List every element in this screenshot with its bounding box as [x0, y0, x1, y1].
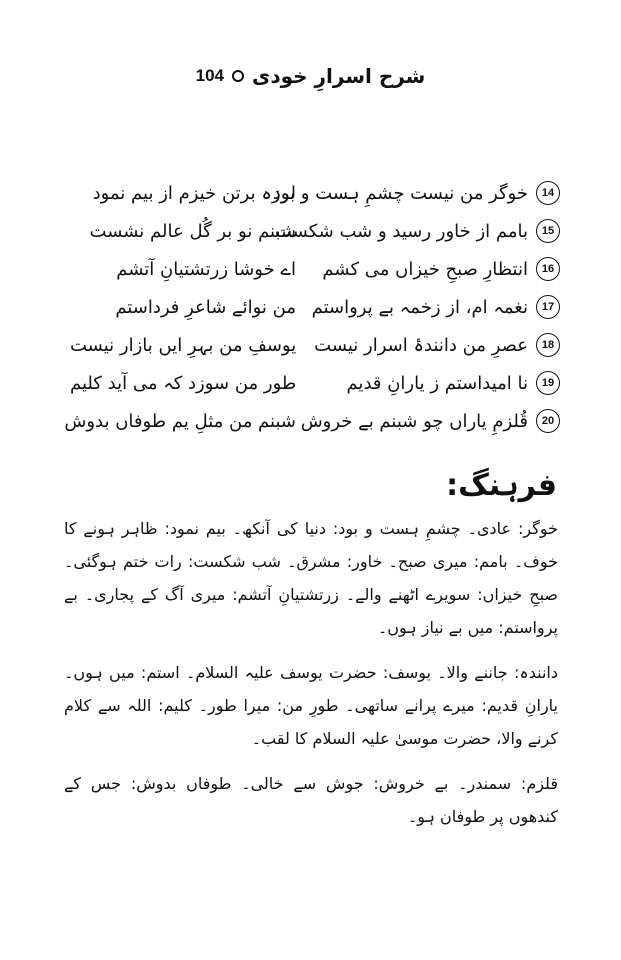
verse-second-hemistich: اے خوشا زرتشتیانِ آتشم — [116, 258, 296, 280]
verse-second-hemistich: لرزہ برتن خیزم از بیم نمود — [92, 182, 296, 204]
verse-row — [70, 174, 560, 212]
verse-second-hemistich: شبنم نو بر گُل عالم نشست — [89, 220, 296, 242]
glossary-paragraph: خوگر: عادی۔ چشمِ ہست و بود: دنیا کی آنکھ۔ بیم نمود: ظاہر ہونے کا خوف۔ بامم: میری صبح۔ خاور: مشرق۔ شب شکست: رات ختم ہوگئی۔ صبحِ خیزاں: سویرے اٹھنے والے۔ زرتشتیانِ آتشم: میری آگ کے پجاری۔ بے پرواستم: میں بے نیاز ہوں۔ — [64, 519, 558, 637]
verse-first-hemistich: عصرِ من دانندۂ اسرار نیست — [314, 334, 528, 356]
verse-number: 20 — [536, 409, 560, 433]
ring-ornament-icon — [232, 70, 244, 82]
verse-row — [70, 326, 560, 364]
verse-first-hemistich: نغمہ ام، از زخمہ بے پرواستم — [311, 296, 528, 318]
verse-first-hemistich: انتظارِ صبحِ خیزاں می کشم — [322, 258, 528, 280]
verse-number: 18 — [536, 333, 560, 357]
page-header — [0, 58, 621, 94]
verse-row — [70, 364, 560, 402]
verse-number: 16 — [536, 257, 560, 281]
verse-second-hemistich: شبنم من مثلِ یم طوفاں بدوش — [64, 410, 296, 432]
verse-number: 17 — [536, 295, 560, 319]
verse-first-hemistich: خوگر من نیست چشمِ ہست و بود — [272, 182, 528, 204]
glossary-body — [64, 512, 558, 845]
verse-list — [64, 174, 560, 440]
glossary-paragraph: قلزم: سمندر۔ بے خروش: جوش سے خالی۔ طوفاں بدوش: جس کے کندھوں پر طوفان ہو۔ — [64, 774, 558, 826]
verse-row — [70, 250, 560, 288]
verse-row — [64, 402, 560, 440]
verse-number: 14 — [536, 181, 560, 205]
verse-first-hemistich: قُلزمِ یاراں چو شبنم بے خروش — [300, 410, 528, 432]
book-title: شرح اسرارِ خودی — [252, 64, 426, 88]
verse-second-hemistich: من نوائے شاعرِ فرداستم — [115, 296, 296, 318]
verse-number: 19 — [536, 371, 560, 395]
verse-second-hemistich: یوسفِ من بہرِ ایں بازار نیست — [70, 334, 297, 356]
glossary-heading: فرہنگ: — [446, 468, 557, 503]
verse-row — [70, 288, 560, 326]
verse-row — [70, 212, 560, 250]
verse-number: 15 — [536, 219, 560, 243]
page-number: 104 — [195, 66, 225, 85]
glossary-paragraph: دانندہ: جاننے والا۔ یوسف: حضرت یوسف علیہ السلام۔ استم: میں ہوں۔ یارانِ قدیم: میرے پرانے ساتھی۔ طورِ من: میرا طور۔ کلیم: اللہ سے کلام کرنے والا، حضرت موسیٰ علیہ السلام کا لقب۔ — [64, 663, 558, 748]
verse-second-hemistich: طور من سوزد کہ می آید کلیم — [70, 372, 297, 394]
verse-first-hemistich: بامم از خاور رسید و شب شکست — [275, 220, 528, 242]
verse-first-hemistich: نا امیداستم ز یارانِ قدیم — [346, 372, 528, 394]
